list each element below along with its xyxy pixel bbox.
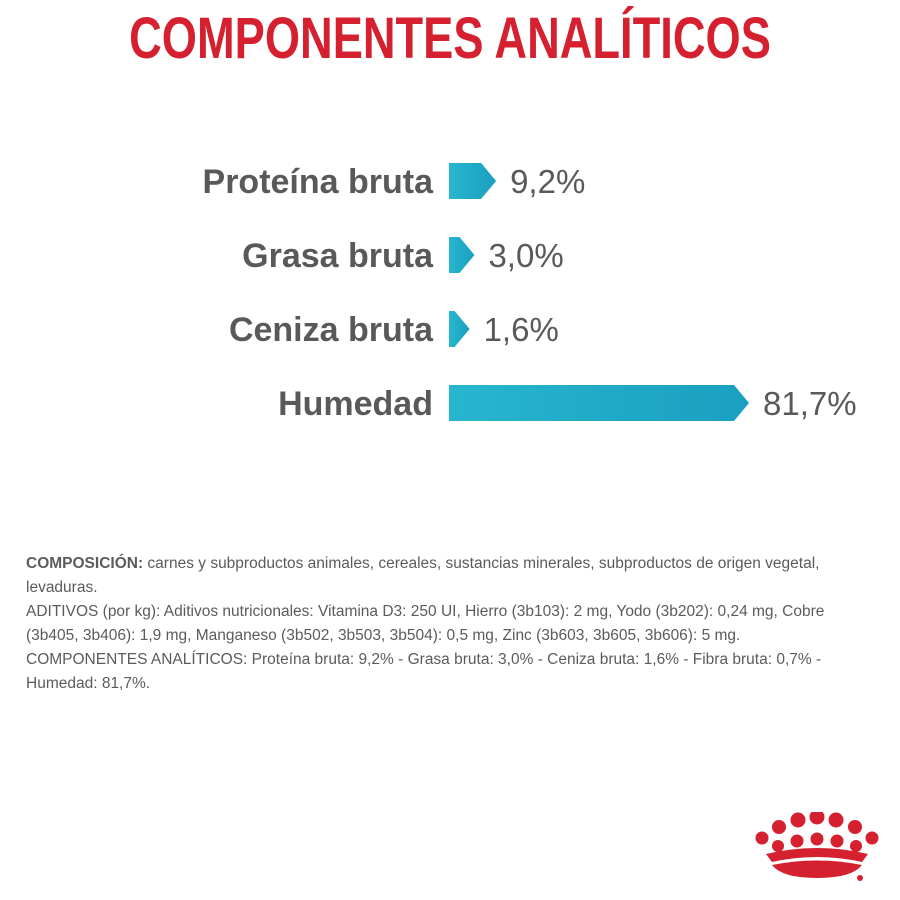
analytical-components-text: COMPONENTES ANALÍTICOS: Proteína bruta: 9,2% - Grasa bruta: 3,0% - Ceniza bruta: 1,6% - Fibra bruta: 0,7% - Humedad: 81,7%. xyxy=(26,651,822,692)
bar xyxy=(449,385,749,421)
composition-paragraph xyxy=(26,552,876,600)
category-label: Humedad xyxy=(278,385,433,423)
additives-text: ADITIVOS (por kg): Aditivos nutricionales: Vitamina D3: 250 UI, Hierro (3b103): 2 mg, Yodo (3b202): 0,24 mg, Cobre (3b405, 3b406): 1,9 mg, Manganeso (3b502, 3b503, 3b504): 0,5 mg, Zinc (3b603, 3b605, 3b606): 5 mg. xyxy=(26,603,825,644)
category-label: Grasa bruta xyxy=(242,237,433,275)
category-label: Ceniza bruta xyxy=(228,311,433,349)
value-label: 3,0% xyxy=(488,237,564,274)
bar xyxy=(449,163,496,199)
page-title: COMPONENTES ANALÍTICOS xyxy=(129,6,771,71)
value-label: 1,6% xyxy=(483,311,559,348)
composition-text: carnes y subproductos animales, cereales, sustancias minerales, subproductos de origen vegetal, levaduras. xyxy=(26,555,820,596)
composition-label: COMPOSICIÓN: xyxy=(26,555,144,572)
analytical-bar-chart xyxy=(0,140,900,450)
value-label: 9,2% xyxy=(510,163,586,200)
bar xyxy=(449,237,474,273)
value-label: 81,7% xyxy=(763,385,857,422)
composition-text-block xyxy=(26,552,876,696)
royal-canin-crown-icon xyxy=(752,812,882,886)
bar xyxy=(449,311,470,347)
category-label: Proteína bruta xyxy=(202,163,433,201)
